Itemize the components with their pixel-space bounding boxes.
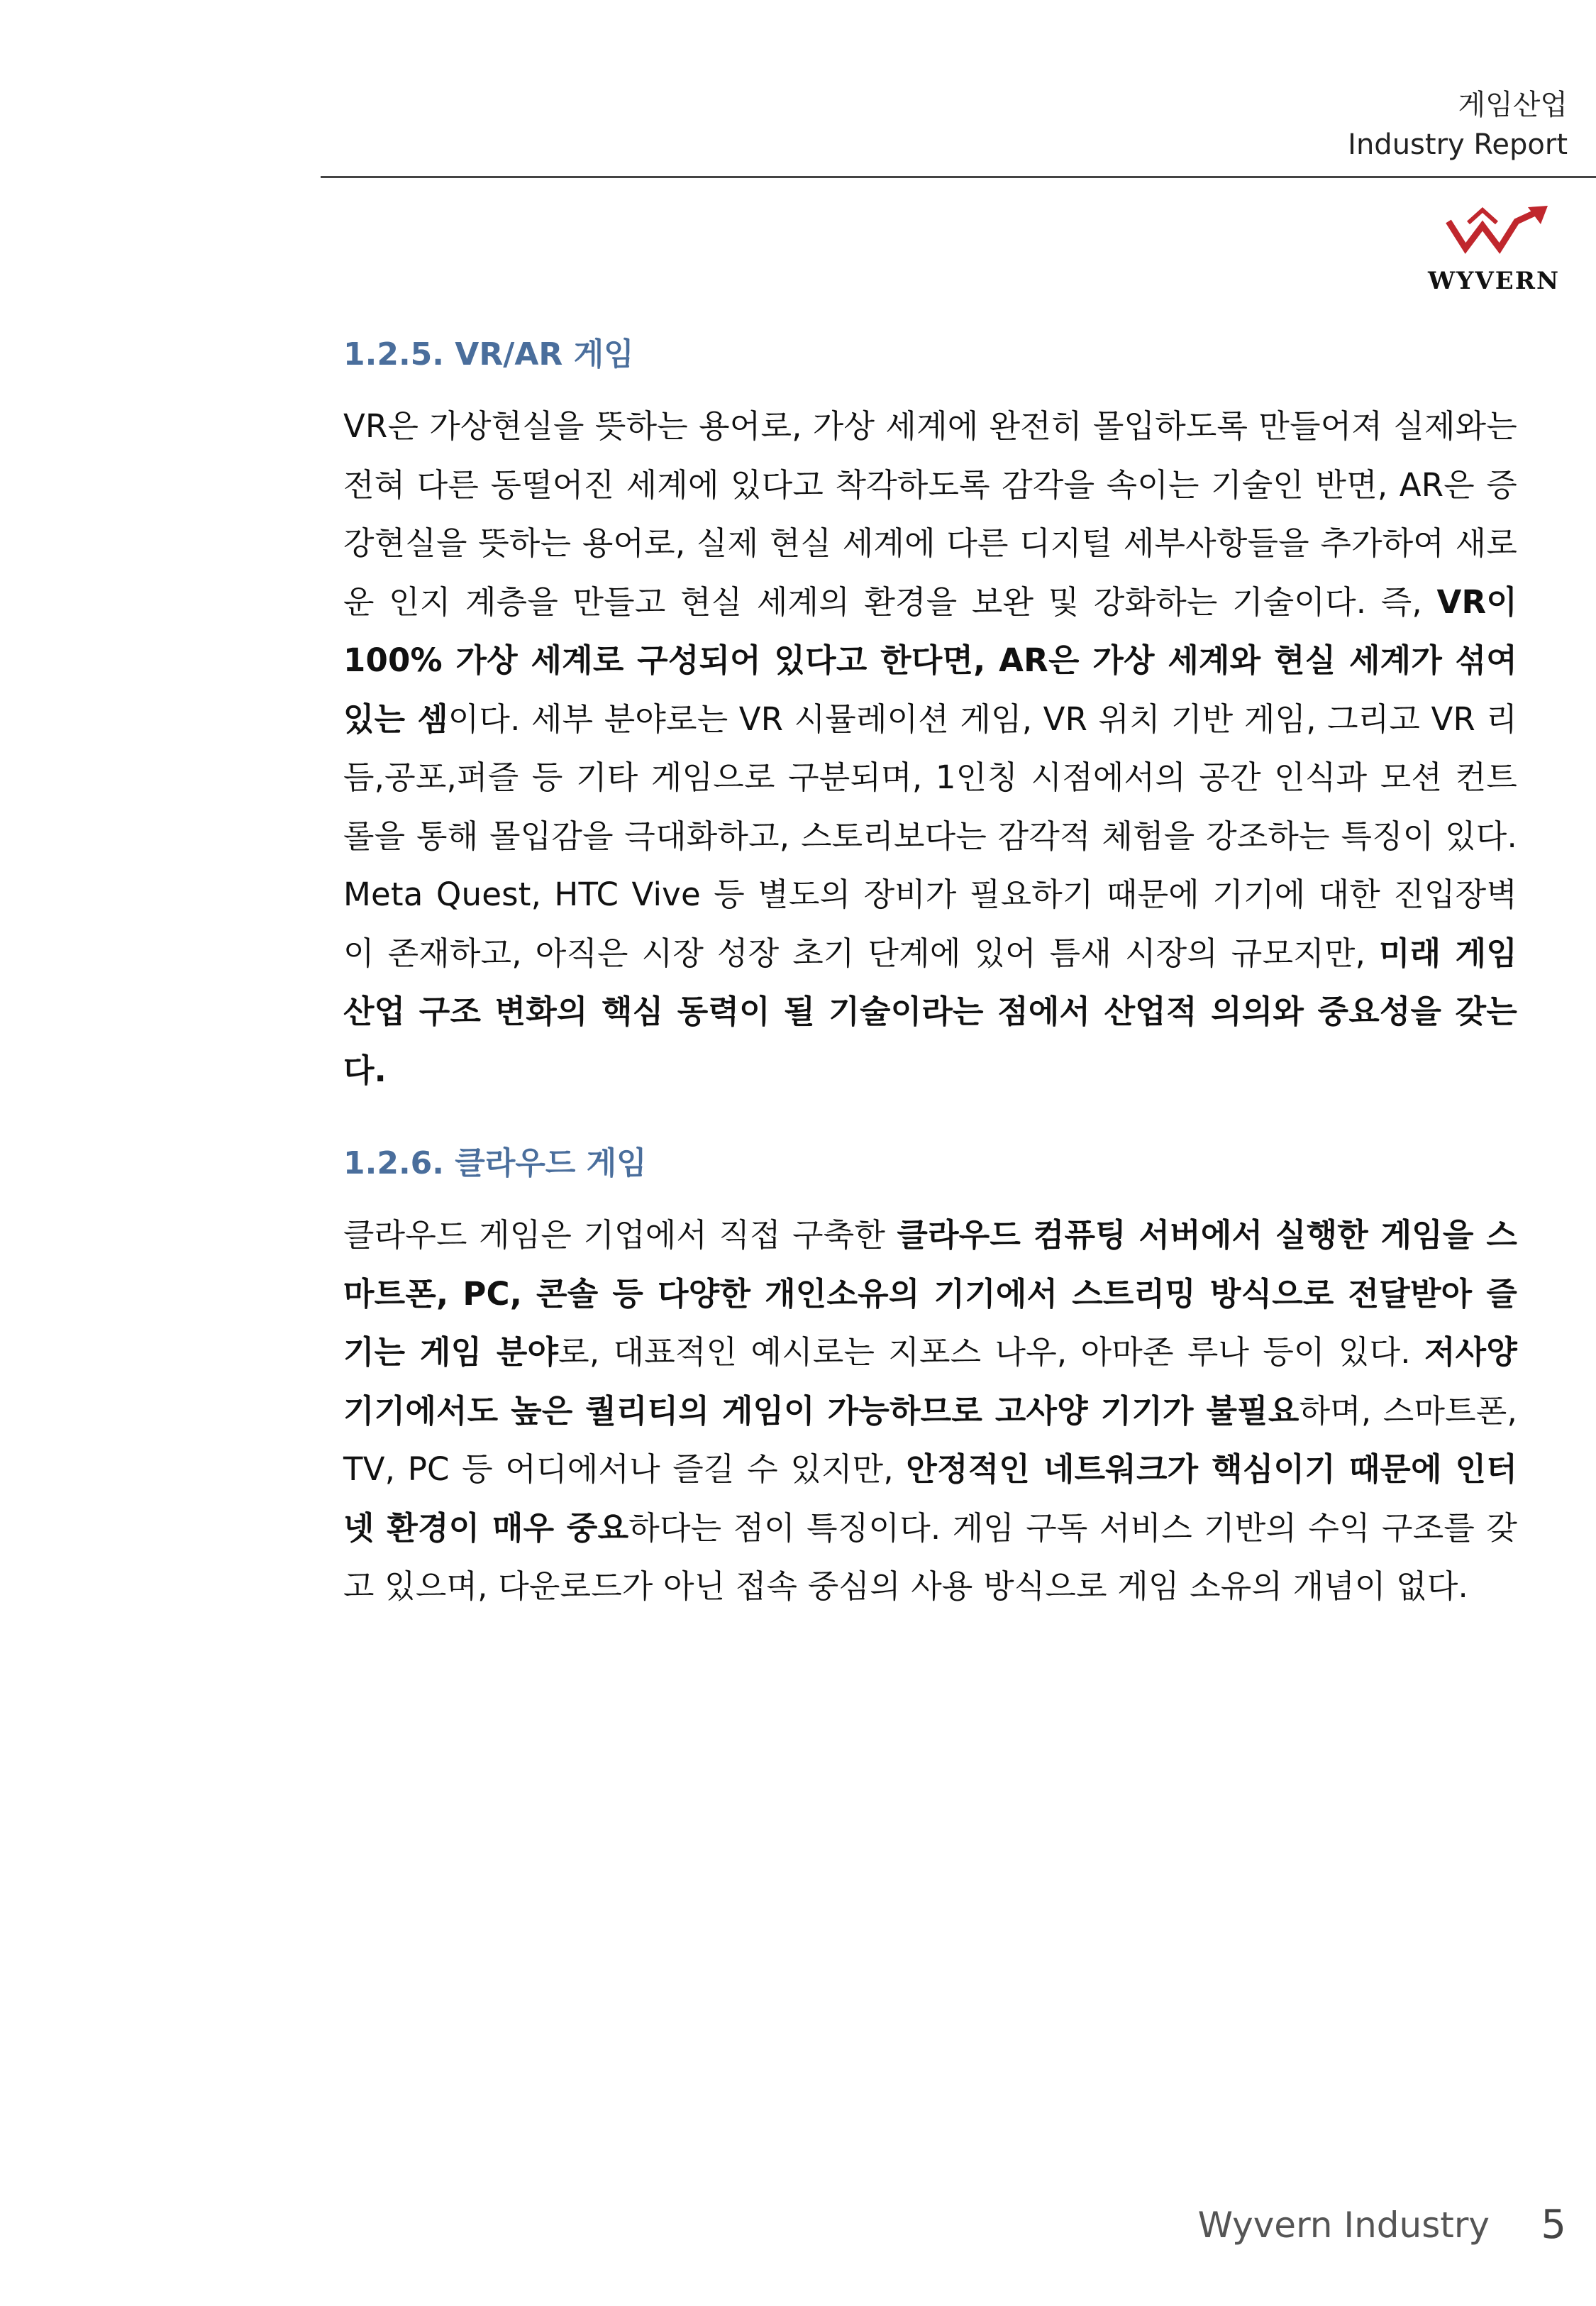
bold-text-run: 클라우드 컴퓨팅 서버에서 실행한 게임을 스마트폰, PC, 콘솔 등 다양한 개인소유의 기기에서 스트리밍 방식으로 전달받아 즐기는 게임 분야	[343, 1216, 1517, 1371]
logo-wordmark: WYVERN	[1427, 267, 1561, 295]
footer-label: Wyvern Industry	[1197, 2205, 1490, 2246]
text-run: 하다는 점이 특징이다. 게임 구독 서비스 기반의 수익 구조를 갖고 있으며, 다운로드가 아닌 접속 중심의 사용 방식으로 게임 소유의 개념이 없다.	[343, 1508, 1518, 1605]
text-run: 로, 대표적인 예시로는 지포스 나우, 아마존 루나 등이 있다.	[558, 1333, 1424, 1371]
bold-text-run: 미래 게임 산업 구조 변화의 핵심 동력이 될 기술이라는 점에서 산업적 의의와 중요성을 갖는다.	[343, 934, 1517, 1089]
report-body	[343, 333, 1517, 1616]
bold-text-run: 안정적인 네트워크가 핵심이기 때문에 인터넷 환경이 매우 중요	[343, 1450, 1517, 1547]
wyvern-mark-icon	[1444, 204, 1551, 261]
bold-text-run: 저사양 기기에서도 높은 퀄리티의 게임이 가능하므로 고사양 기기가 불필요	[343, 1333, 1517, 1430]
bold-text-run: VR이 100% 가상 세계로 구성되어 있다고 한다면, AR은 가상 세계와 현실 세계가 섞여 있는 셈	[343, 583, 1517, 738]
page-number: 5	[1541, 2202, 1566, 2248]
report-header	[716, 85, 1568, 165]
section-paragraph-cloud	[343, 1206, 1517, 1616]
section-paragraph-vr-ar	[343, 397, 1517, 1100]
text-run: 하며, 스마트폰, TV, PC 등 어디에서나 즐길 수 있지만,	[343, 1391, 1517, 1488]
text-run: 클라우드 게임은 기업에서 직접 구축한	[343, 1216, 897, 1254]
section-heading-vr-ar: 1.2.5. VR/AR 게임	[343, 336, 634, 373]
header-title-ko: 게임산업	[1458, 89, 1568, 121]
section-heading-cloud: 1.2.6. 클라우드 게임	[343, 1145, 647, 1181]
wyvern-logo	[1416, 204, 1572, 304]
header-rule	[321, 176, 1596, 178]
text-run: VR은 가상현실을 뜻하는 용어로, 가상 세계에 완전히 몰입하도록 만들어져 실제와는 전혀 다른 동떨어진 세계에 있다고 착각하도록 감각을 속이는 기술인 반면, AR은 증강현실을 뜻하는 용어로, 실제 현실 세계에 다른 디지털 세부사항들을 추가하여 새로운 인지 계층을 만들고 현실 세계의 환경을 보완 및 강화하는 기술이다. 즉,	[343, 407, 1517, 621]
header-title-en: Industry Report	[1348, 128, 1568, 161]
text-run: 이다. 세부 분야로는 VR 시뮬레이션 게임, VR 위치 기반 게임, 그리고 VR 리듬,공포,퍼즐 등 기타 게임으로 구분되며, 1인칭 시점에서의 공간 인식과 모션 컨트롤을 통해 몰입감을 극대화하고, 스토리보다는 감각적 체험을 강조하는 특징이 있다. Meta Quest, HTC Vive 등 별도의 장비가 필요하기 때문에 기기에 대한 진입장벽이 존재하고, 아직은 시장 성장 초기 단계에 있어 틈새 시장의 규모지만,	[343, 700, 1517, 972]
